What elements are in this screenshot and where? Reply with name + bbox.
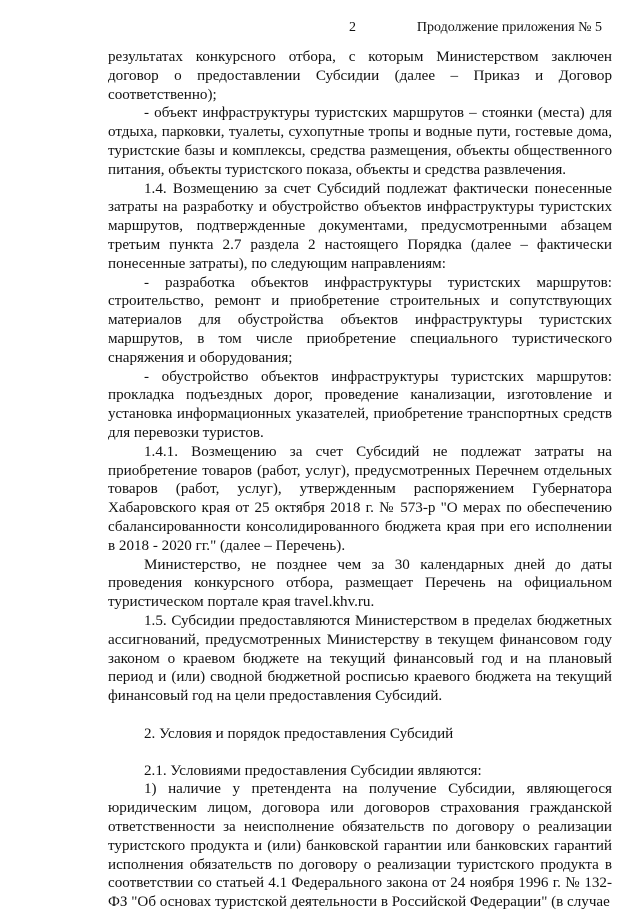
paragraph: Министерство, не позднее чем за 30 календарных дней до даты проведения конкурсного отбора, размещает Перечень на официальном туристическом портале края travel.khv.ru.	[108, 556, 612, 611]
paragraph: 2.1. Условиями предоставления Субсидии являются:	[144, 762, 482, 779]
paragraph: результатах конкурсного отбора, с которым Министерством заключен договор о предоставлении Субсидии (далее – Приказ и Договор соответственно);	[108, 49, 612, 103]
paragraph: 1.5. Субсидии предоставляются Министерством в пределах бюджетных ассигнований, предусмотренных Министерству в текущем финансовом году законом о краевом бюджете на текущий финансовый год и на плановый период и (или) сводной бюджетной росписью краевого бюджета на текущий финансовый год на цели предоставления Субсидий.	[108, 612, 612, 705]
paragraph: 1) наличие у претендента на получение Субсидии, являющегося юридическим лицом, договора или договоров страхования гражданской ответственности за неисполнение обязательств по договору о реализации туристского продукта и (или) банковской гарантии или банковских гарантий исполнения обязательств по договору о реализации туристского продукта в соответствии со статьей 4.1 Федерального закона от 24 ноября 1996 г. № 132-ФЗ "Об основах туристской деятельности в Российской Федерации" (в случае	[108, 781, 612, 911]
paragraph: - обустройство объектов инфраструктуры туристских маршрутов: прокладка подъездных дорог, проведение канализации, изготовление и установка информационных указателей, приобретение транспортных средств для перевозки туристов.	[108, 368, 612, 441]
page-number: 2	[349, 20, 356, 35]
paragraph: - разработка объектов инфраструктуры туристских маршрутов: строительство, ремонт и приобретение строительных и сопутствующих материалов для обустройства объектов инфраструктуры туристских маршрутов, в том числе приобретение специального туристического снаряжения и оборудования;	[108, 274, 612, 366]
section-heading: 2. Условия и порядок предоставления Субсидий	[144, 725, 454, 742]
paragraph: - объект инфраструктуры туристских маршрутов – стоянки (места) для отдыха, парковки, туалеты, сухопутные тропы и водные пути, гостевые дома, туристские базы и комплексы, средства размещения, объекты общественного питания, объекты туристского показа, объекты и средства развлечения.	[108, 105, 612, 178]
appendix-note: Продолжение приложения № 5	[416, 20, 602, 35]
paragraph: 1.4. Возмещению за счет Субсидий подлежат фактически понесенные затраты на разработку и обустройство объектов инфраструктуры туристских маршрутов, подтвержденные документами, предусмотренными абзацем третьим пункта 2.7 раздела 2 настоящего Порядка (далее – фактически понесенные затраты), по следующим направлениям:	[108, 180, 612, 272]
paragraph: 1.4.1. Возмещению за счет Субсидий не подлежат затраты на приобретение товаров (работ, услуг), предусмотренных Перечнем отдельных товаров (работ, услуг), утвержденным распоряжением Губернатора Хабаровского края от 25 октября 2018 г. № 573-р "О мерах по обеспечению сбалансированности консолидированного бюджета края при его исполнении в 2018 - 2020 гг." (далее – Перечень).	[108, 443, 612, 554]
document-body	[108, 48, 612, 912]
